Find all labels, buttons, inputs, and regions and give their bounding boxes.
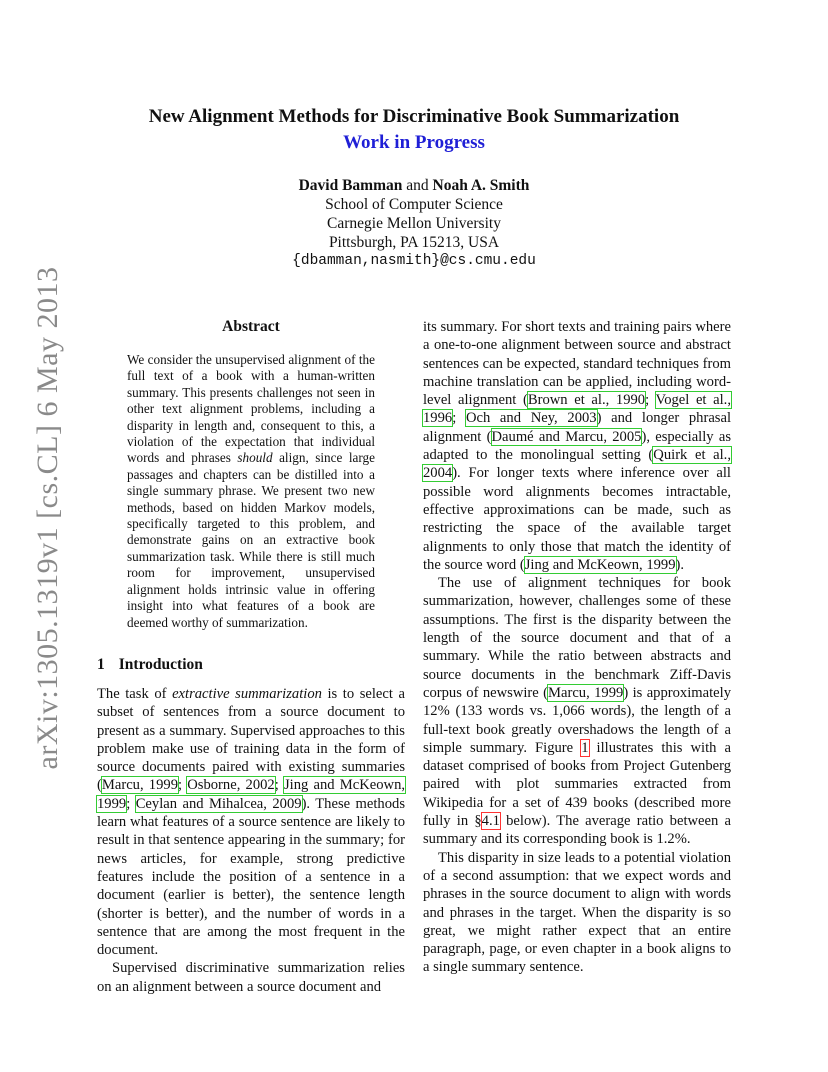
section-ref-link[interactable]: 4.1 bbox=[481, 813, 500, 830]
text: ; bbox=[178, 777, 188, 794]
text: ; bbox=[452, 410, 466, 427]
paper-title: New Alignment Methods for Discriminative Book Summarization bbox=[148, 106, 680, 127]
citation-link[interactable]: Marcu, 1999 bbox=[101, 777, 178, 794]
citation-link[interactable]: Jing and McKeown, 1999 bbox=[97, 777, 406, 812]
paragraph: This disparity in size leads to a potential violation of a second assumption: that we expect words and phrases in the source document to align with words and phrases in the target. When the disparity is so great, we might rather expect that an entire paragraph, page, or even chapter in a book aligns to a single summary sentence. bbox=[423, 849, 731, 976]
paragraph bbox=[97, 685, 405, 959]
arxiv-stamp: arXiv:1305.1319v1 [cs.CL] 6 May 2013 bbox=[31, 266, 64, 770]
abstract-text: align, since large passages and chapters can be distilled into a single summary phrase. We present two new methods, based on hidden Markov models, specifically targeted to this problem, and demonstrate gains on an extractive book summarization task. While there is still much room for improvement, unsupervised alignment holds intrinsic value in offering insight into what features of a book are deemed worthy of summarization. bbox=[127, 450, 375, 630]
author-name: Noah A. Smith bbox=[432, 177, 530, 194]
citation-link[interactable]: Marcu, 1999 bbox=[548, 684, 624, 701]
affiliation-dept: School of Computer Science bbox=[325, 196, 503, 213]
citation-link[interactable]: Quirk et al., 2004 bbox=[423, 447, 731, 482]
paragraph bbox=[423, 574, 731, 848]
paragraph bbox=[423, 318, 731, 574]
affiliation-university: Carnegie Mellon University bbox=[327, 215, 501, 232]
citation-link[interactable]: Brown et al., 1990 bbox=[527, 392, 646, 409]
right-column bbox=[423, 318, 731, 977]
citation-link[interactable]: Ceylan and Mihalcea, 2009 bbox=[135, 795, 302, 812]
section-title: Introduction bbox=[118, 656, 203, 673]
citation-link[interactable]: Jing and McKeown, 1999 bbox=[524, 556, 676, 573]
text: its summary. For short texts and training pairs where a one-to-one alignment between source and abstract sentences can be expected, standard techniques from machine translation can be applied, including word-level alignment ( bbox=[423, 319, 731, 409]
abstract-body bbox=[127, 352, 375, 631]
section-number: 1 bbox=[97, 656, 105, 673]
text: The task of bbox=[97, 686, 173, 702]
author-line bbox=[0, 176, 828, 195]
text: is to select a subset of sentences from a source document to present as a summary. Supervised approaches to this problem make use of training data in the form of source documents paired with existing summaries ( bbox=[97, 686, 405, 794]
section-heading bbox=[97, 656, 217, 674]
text: ), especially as adapted to the monolingual setting ( bbox=[423, 428, 732, 464]
author-conjunction: and bbox=[406, 177, 429, 194]
paper-subtitle: Work in Progress bbox=[343, 132, 485, 153]
author-email: {dbamman,nasmith}@cs.cmu.edu bbox=[292, 253, 536, 269]
text: ). bbox=[675, 556, 685, 573]
paper-header bbox=[0, 104, 828, 271]
text: ). For longer texts where inference over all possible word alignments becomes intractable, effective approximations can be made, such as restricting the space of the available target alignments to only those that match the identity of the source word ( bbox=[423, 465, 731, 573]
left-column bbox=[97, 685, 405, 996]
affiliation-city: Pittsburgh, PA 15213, USA bbox=[328, 234, 500, 251]
text: illustrates this with a dataset comprised of books from Project Gutenberg paired with plot summaries extracted from Wikipedia for a set of 439 books (described more fully in § bbox=[423, 739, 731, 830]
citation-link[interactable]: Osborne, 2002 bbox=[187, 777, 275, 794]
text: ) is approximately 12% (133 words vs. 1,066 words), the length of a full-text book greatly overshadows the length of a simple summary. Figure bbox=[423, 684, 731, 756]
citation-link[interactable]: Daumé and Marcu, 2005 bbox=[491, 428, 642, 445]
text: The use of alignment techniques for book summarization, however, challenges some of these assumptions. The first is the disparity between the length of the source document and that of a summary. While the ratio between abstracts and source documents in the benchmark Ziff-Davis corpus of newswire ( bbox=[423, 575, 731, 701]
abstract-heading: Abstract bbox=[222, 318, 280, 335]
text: ; bbox=[126, 795, 136, 812]
text: ; bbox=[274, 777, 284, 794]
text: ) and longer phrasal alignment ( bbox=[423, 410, 732, 445]
text: below). The average ratio between a summary and its corresponding book is 1.2%. bbox=[423, 813, 731, 848]
abstract-emphasis: should bbox=[237, 450, 273, 466]
emphasis: extractive summarization bbox=[172, 686, 322, 702]
citation-link[interactable]: Och and Ney, 2003 bbox=[465, 410, 597, 427]
abstract-text: We consider the unsupervised alignment of the full text of a book with a human-written summary. This presents challenges not seen in other text alignment problems, including a disparity in length and, consequent to this, a violation of the expectation that individual words and phrases bbox=[127, 352, 375, 466]
paragraph: Supervised discriminative summarization relies on an alignment between a source document and bbox=[97, 960, 405, 995]
figure-ref-link[interactable]: 1 bbox=[581, 739, 589, 756]
text: ). These methods learn what features of a source sentence are likely to result in that sentence appearing in the summary; for news articles, for example, strong predictive features include the position of a sentence in a document (earlier is better), the sentence length (shorter is better), and the number of words in a sentence that are among the most frequent in the document. bbox=[97, 795, 405, 959]
citation-link[interactable]: Vogel et al., 1996 bbox=[423, 392, 731, 427]
author-name: David Bamman bbox=[298, 177, 403, 194]
text: ; bbox=[645, 392, 656, 409]
